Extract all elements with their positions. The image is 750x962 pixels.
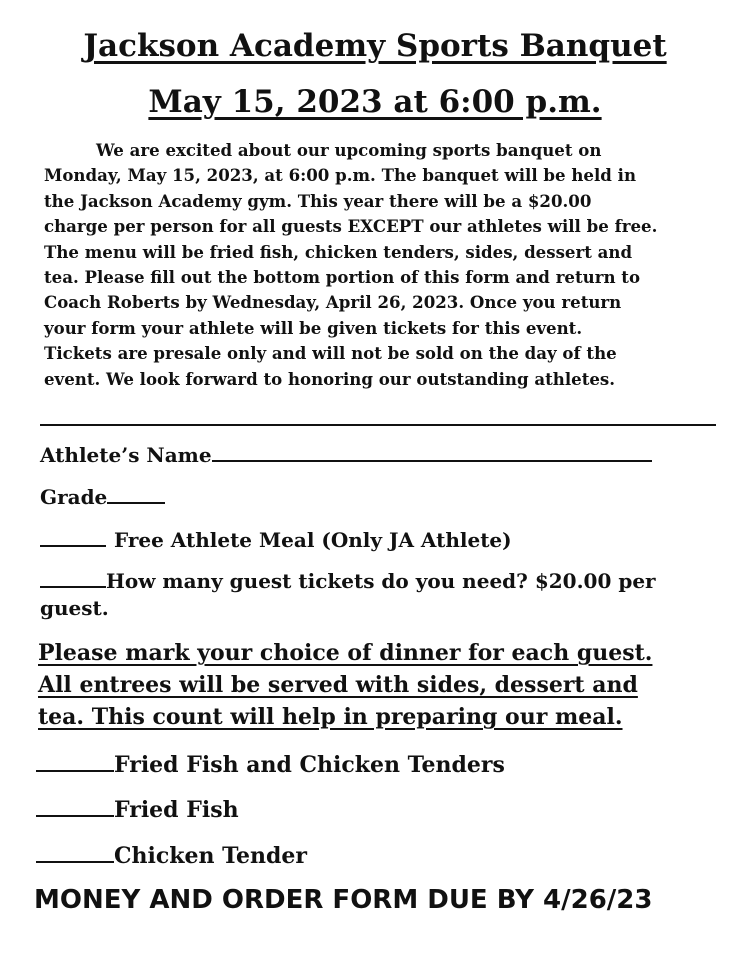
guest-tickets-label-cont: guest.: [40, 596, 109, 620]
intro-line: tea. Please fill out the bottom portion of this form and return to: [44, 267, 641, 288]
intro-paragraph: [44, 138, 724, 392]
option-chicken-tender-label: Chicken Tender: [114, 843, 307, 869]
athlete-name-field: [40, 442, 652, 467]
due-date-notice: MONEY AND ORDER FORM DUE BY 4/26/23: [34, 885, 653, 915]
intro-line: Coach Roberts by Wednesday, April 26, 2023. Once you return: [44, 292, 622, 313]
intro-line: Monday, May 15, 2023, at 6:00 p.m. The banquet will be held in: [44, 165, 637, 186]
page-title: Jackson Academy Sports Banquet: [83, 28, 667, 64]
option-fried-fish-label: Fried Fish: [114, 797, 239, 823]
grade-blank[interactable]: [107, 484, 165, 504]
athlete-name-label: Athlete’s Name: [40, 443, 212, 467]
dinner-choice-line: All entrees will be served with sides, dessert and: [38, 672, 638, 698]
free-meal-field: [40, 527, 512, 552]
option-fish-and-tenders-blank[interactable]: [36, 750, 114, 772]
option-fish-and-tenders-label: Fried Fish and Chicken Tenders: [114, 752, 505, 778]
option-fish-and-tenders: [36, 750, 505, 778]
dinner-choice-line: Please mark your choice of dinner for each guest.: [38, 640, 653, 666]
option-chicken-tender-blank[interactable]: [36, 841, 114, 863]
intro-line: your form your athlete will be given tickets for this event.: [44, 317, 583, 338]
grade-label: Grade: [40, 485, 108, 509]
intro-line: The menu will be fried fish, chicken tenders, sides, dessert and: [44, 241, 633, 262]
option-fried-fish-blank[interactable]: [36, 795, 114, 817]
grade-field: [40, 484, 165, 509]
dinner-choice-instructions: [38, 637, 718, 733]
free-meal-label: Free Athlete Meal (Only JA Athlete): [114, 528, 512, 552]
intro-line: We are excited about our upcoming sports banquet on: [96, 140, 602, 160]
option-fried-fish: [36, 795, 239, 823]
free-meal-blank[interactable]: [40, 527, 106, 547]
option-chicken-tender: [36, 841, 307, 869]
dinner-choice-line: tea. This count will help in preparing our meal.: [38, 704, 623, 730]
intro-line: Tickets are presale only and will not be sold on the day of the: [44, 343, 617, 364]
athlete-name-blank[interactable]: [212, 442, 652, 462]
intro-line: the Jackson Academy gym. This year there will be a $20.00: [44, 190, 592, 211]
event-date: May 15, 2023 at 6:00 p.m.: [148, 84, 602, 120]
cut-line-divider: [40, 424, 716, 426]
guest-tickets-label: How many guest tickets do you need? $20.00 per: [106, 569, 656, 593]
intro-line: charge per person for all guests EXCEPT our athletes will be free.: [44, 216, 658, 237]
intro-line: event. We look forward to honoring our outstanding athletes.: [44, 368, 616, 389]
guest-tickets-blank[interactable]: [40, 568, 106, 588]
guest-tickets-field: [40, 568, 656, 593]
